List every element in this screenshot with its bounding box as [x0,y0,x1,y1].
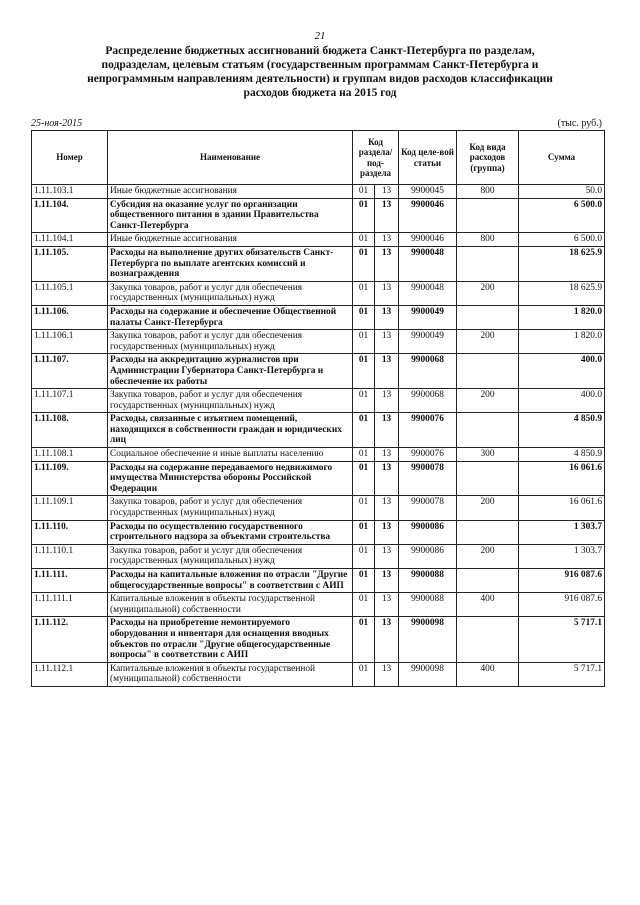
row-amount: 5 717.1 [519,617,605,662]
row-section-code: 01 [353,305,375,329]
row-group-code: 800 [457,233,519,247]
table-row [32,544,605,568]
row-subsection-code: 13 [375,544,399,568]
row-number: 1.11.112.1 [32,662,108,686]
header-amount: Сумма [519,131,605,185]
row-group-code: 800 [457,185,519,199]
row-section-code: 01 [353,496,375,520]
row-section-code: 01 [353,185,375,199]
row-number: 1.11.107. [32,354,108,389]
row-subsection-code: 13 [375,593,399,617]
row-subsection-code: 13 [375,520,399,544]
row-amount: 1 303.7 [519,520,605,544]
row-amount: 1 820.0 [519,330,605,354]
row-group-code: 200 [457,389,519,413]
row-section-code: 01 [353,544,375,568]
row-group-code: 400 [457,662,519,686]
row-number: 1.11.104.1 [32,233,108,247]
row-subsection-code: 13 [375,305,399,329]
table-row [32,520,605,544]
row-name: Расходы по осуществлению государственного строительного надзора за объектами строительства [108,520,353,544]
row-number: 1.11.109. [32,461,108,496]
budget-table [31,130,605,687]
row-name: Капитальные вложения в объекты государственной (муниципальной) собственности [108,662,353,686]
row-number: 1.11.110. [32,520,108,544]
row-group-code [457,617,519,662]
row-section-code: 01 [353,520,375,544]
header-section: Код раздела/под-раздела [353,131,399,185]
row-article-code: 9900078 [399,461,457,496]
row-group-code: 400 [457,593,519,617]
table-row [32,569,605,593]
row-number: 1.11.110.1 [32,544,108,568]
row-section-code: 01 [353,593,375,617]
row-amount: 916 087.6 [519,569,605,593]
row-section-code: 01 [353,354,375,389]
row-group-code: 200 [457,496,519,520]
row-subsection-code: 13 [375,330,399,354]
table-row [32,662,605,686]
row-number: 1.11.107.1 [32,389,108,413]
row-section-code: 01 [353,330,375,354]
header-name: Наименование [108,131,353,185]
row-amount: 16 061.6 [519,496,605,520]
row-name: Расходы, связанные с изъятием помещений, находящихся в собственности граждан и юридических лиц [108,413,353,448]
row-article-code: 9900076 [399,448,457,462]
row-name: Закупка товаров, работ и услуг для обеспечения государственных (муниципальных) нужд [108,544,353,568]
row-name: Иные бюджетные ассигнования [108,233,353,247]
row-section-code: 01 [353,389,375,413]
table-row [32,305,605,329]
table-row [32,330,605,354]
row-name: Иные бюджетные ассигнования [108,185,353,199]
table-row [32,198,605,233]
row-number: 1.11.109.1 [32,496,108,520]
row-article-code: 9900078 [399,496,457,520]
row-group-code [457,413,519,448]
row-group-code: 200 [457,281,519,305]
table-row [32,389,605,413]
row-article-code: 9900086 [399,520,457,544]
row-amount: 4 850.9 [519,448,605,462]
row-article-code: 9900048 [399,281,457,305]
row-amount: 50.0 [519,185,605,199]
row-subsection-code: 13 [375,617,399,662]
row-subsection-code: 13 [375,413,399,448]
table-row [32,413,605,448]
row-name: Закупка товаров, работ и услуг для обеспечения государственных (муниципальных) нужд [108,389,353,413]
row-article-code: 9900046 [399,233,457,247]
row-group-code: 300 [457,448,519,462]
row-amount: 1 820.0 [519,305,605,329]
row-article-code: 9900086 [399,544,457,568]
table-row [32,593,605,617]
row-article-code: 9900088 [399,593,457,617]
row-group-code [457,246,519,281]
row-name: Капитальные вложения в объекты государственной (муниципальной) собственности [108,593,353,617]
row-amount: 400.0 [519,354,605,389]
row-name: Расходы на капитальные вложения по отрасли "Другие общегосударственные вопросы" в соответствии с АИП [108,569,353,593]
row-subsection-code: 13 [375,281,399,305]
row-subsection-code: 13 [375,246,399,281]
header-group: Код вида расходов (группа) [457,131,519,185]
row-number: 1.11.111.1 [32,593,108,617]
row-amount: 6 500.0 [519,198,605,233]
row-amount: 4 850.9 [519,413,605,448]
row-article-code: 9900045 [399,185,457,199]
table-row [32,185,605,199]
units-label: (тыс. руб.) [557,118,602,129]
row-name: Закупка товаров, работ и услуг для обеспечения государственных (муниципальных) нужд [108,330,353,354]
row-article-code: 9900088 [399,569,457,593]
row-article-code: 9900068 [399,354,457,389]
row-group-code [457,569,519,593]
row-number: 1.11.105.1 [32,281,108,305]
row-amount: 18 625.9 [519,246,605,281]
row-subsection-code: 13 [375,198,399,233]
row-section-code: 01 [353,662,375,686]
page-number: 21 [314,30,326,42]
row-amount: 16 061.6 [519,461,605,496]
row-section-code: 01 [353,246,375,281]
row-section-code: 01 [353,569,375,593]
row-group-code [457,198,519,233]
row-subsection-code: 13 [375,354,399,389]
document-title: Распределение бюджетных ассигнований бюджета Санкт-Петербурга по разделам, подразделам, целевым статьям (государственным программам Санкт-Петербурга и непрограммным направлениям деятельности) и группам видов расходов классификации расходов бюджета на 2015 год [87,45,553,99]
table-row [32,246,605,281]
row-name: Закупка товаров, работ и услуг для обеспечения государственных (муниципальных) нужд [108,496,353,520]
row-article-code: 9900048 [399,246,457,281]
row-section-code: 01 [353,413,375,448]
table-row [32,233,605,247]
row-subsection-code: 13 [375,389,399,413]
row-name: Расходы на содержание и обеспечение Общественной палаты Санкт-Петербурга [108,305,353,329]
row-section-code: 01 [353,281,375,305]
row-name: Расходы на аккредитацию журналистов при Администрации Губернатора Санкт-Петербурга и обеспечение их работы [108,354,353,389]
row-name: Расходы на содержание передаваемого недвижимого имущества Министерства обороны Российской Федерации [108,461,353,496]
row-amount: 400.0 [519,389,605,413]
row-number: 1.11.106. [32,305,108,329]
row-amount: 18 625.9 [519,281,605,305]
row-amount: 6 500.0 [519,233,605,247]
table-row [32,496,605,520]
table-row [32,354,605,389]
row-subsection-code: 13 [375,461,399,496]
table-row [32,617,605,662]
row-subsection-code: 13 [375,185,399,199]
row-amount: 5 717.1 [519,662,605,686]
row-number: 1.11.106.1 [32,330,108,354]
row-amount: 916 087.6 [519,593,605,617]
row-number: 1.11.103.1 [32,185,108,199]
row-number: 1.11.108.1 [32,448,108,462]
row-group-code [457,520,519,544]
row-number: 1.11.112. [32,617,108,662]
header-article: Код целе-вой статьи [399,131,457,185]
row-number: 1.11.108. [32,413,108,448]
row-amount: 1 303.7 [519,544,605,568]
row-number: 1.11.105. [32,246,108,281]
row-article-code: 9900049 [399,305,457,329]
row-article-code: 9900068 [399,389,457,413]
row-name: Закупка товаров, работ и услуг для обеспечения государственных (муниципальных) нужд [108,281,353,305]
row-number: 1.11.111. [32,569,108,593]
row-name: Субсидия на оказание услуг по организации общественного питания в здании Правительства Санкт-Петербурга [108,198,353,233]
row-name: Расходы на приобретение немонтируемого оборудования и инвентаря для оснащения вводных объектов по отрасли "Другие общегосударственные вопросы" в соответствии с АИП [108,617,353,662]
table-row [32,281,605,305]
row-subsection-code: 13 [375,496,399,520]
row-group-code [457,354,519,389]
row-section-code: 01 [353,448,375,462]
table-row [32,448,605,462]
row-section-code: 01 [353,233,375,247]
table-header-row [32,131,605,185]
row-section-code: 01 [353,617,375,662]
row-name: Социальное обеспечение и иные выплаты населению [108,448,353,462]
row-article-code: 9900098 [399,662,457,686]
row-group-code [457,461,519,496]
row-subsection-code: 13 [375,448,399,462]
row-group-code [457,305,519,329]
row-article-code: 9900076 [399,413,457,448]
row-number: 1.11.104. [32,198,108,233]
row-subsection-code: 13 [375,662,399,686]
row-name: Расходы на выполнение других обязательств Санкт-Петербурга по выплате агентских комиссий и вознаграждения [108,246,353,281]
row-subsection-code: 13 [375,233,399,247]
row-article-code: 9900049 [399,330,457,354]
header-number: Номер [32,131,108,185]
row-article-code: 9900098 [399,617,457,662]
row-section-code: 01 [353,198,375,233]
row-group-code: 200 [457,330,519,354]
row-subsection-code: 13 [375,569,399,593]
row-group-code: 200 [457,544,519,568]
table-row [32,461,605,496]
document-date: 25-ноя-2015 [31,118,83,129]
row-article-code: 9900046 [399,198,457,233]
row-section-code: 01 [353,461,375,496]
